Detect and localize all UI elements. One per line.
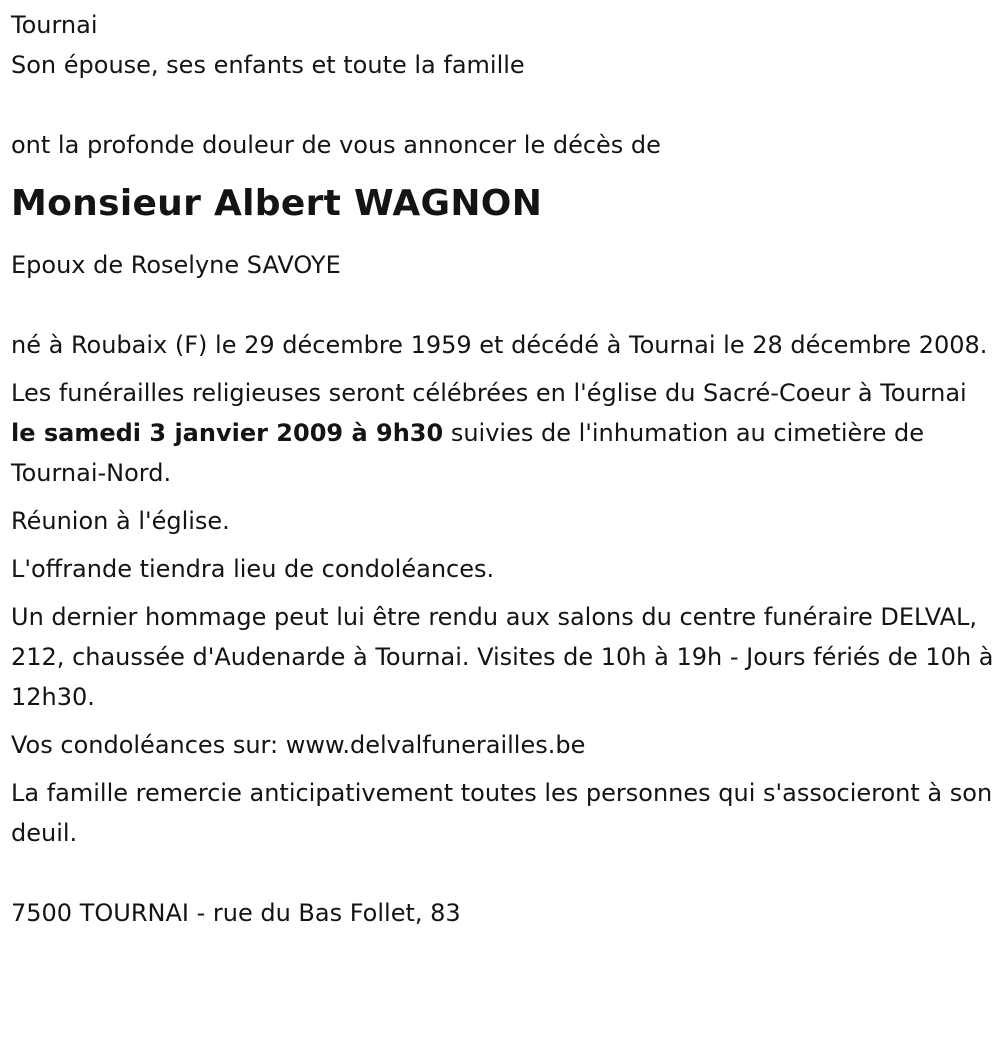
thanks-paragraph: La famille remercie anticipativement toutes les personnes qui s'associeront à son deuil.: [11, 779, 993, 847]
spacer: [11, 285, 1000, 325]
funeral-paragraph: [11, 373, 996, 493]
family-line: Son épouse, ses enfants et toute la famille: [11, 51, 525, 79]
announcement-text: ont la profonde douleur de vous annoncer le décès de: [11, 131, 661, 159]
spacer: [11, 589, 1000, 597]
spacer: [11, 717, 1000, 725]
birth-death-paragraph: né à Roubaix (F) le 29 décembre 1959 et décédé à Tournai le 28 décembre 2008.: [11, 331, 988, 359]
offering-paragraph: L'offrande tiendra lieu de condoléances.: [11, 555, 495, 583]
spacer: [11, 85, 1000, 125]
family-address: 7500 TOURNAI - rue du Bas Follet, 83: [11, 899, 461, 927]
funeral-text-after: suivies de l'inhumation au cimetière de Tournai-Nord.: [11, 419, 924, 487]
spacer: [11, 853, 1000, 893]
spacer: [11, 493, 1000, 501]
funeral-date: le samedi 3 janvier 2009 à 9h30: [11, 419, 444, 447]
meeting-paragraph: Réunion à l'église.: [11, 507, 230, 535]
spacer: [11, 765, 1000, 773]
condolences-paragraph: Vos condoléances sur: www.delvalfunerailles.be: [11, 731, 586, 759]
funeral-text-before: Les funérailles religieuses seront célébrées en l'église du Sacré-Coeur à Tournai: [11, 379, 967, 407]
location-header: Tournai: [11, 11, 98, 39]
deceased-name: Monsieur Albert WAGNON: [11, 183, 543, 224]
spouse-line: Epoux de Roselyne SAVOYE: [11, 251, 341, 279]
spacer: [11, 365, 1000, 373]
spacer: [11, 541, 1000, 549]
tribute-paragraph: Un dernier hommage peut lui être rendu aux salons du centre funéraire DELVAL, 212, chaussée d'Audenarde à Tournai. Visites de 10h à 19h - Jours fériés de 10h à 12h30.: [11, 603, 994, 711]
